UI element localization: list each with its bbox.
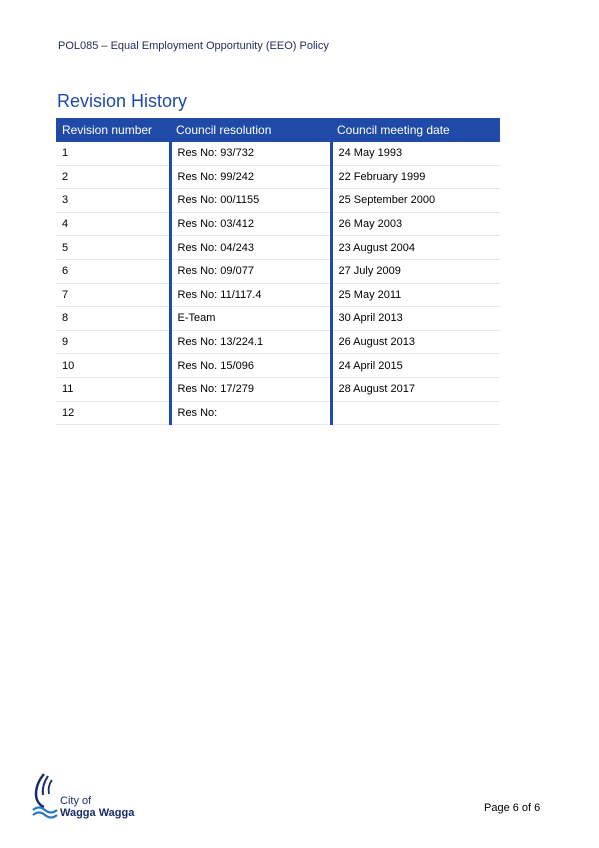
meeting-date-cell — [331, 401, 500, 425]
council-logo-icon — [30, 772, 60, 822]
section-title: Revision History — [57, 91, 188, 111]
council-resolution-cell: E-Team — [170, 307, 331, 331]
table-row — [56, 283, 500, 307]
meeting-date-cell: 30 April 2013 — [331, 307, 500, 331]
column-header-council-meeting-date: Council meeting date — [331, 118, 500, 142]
revision-history-table — [56, 118, 500, 425]
table-row — [56, 307, 500, 331]
column-header-revision-number: Revision number — [56, 118, 170, 142]
meeting-date-cell: 23 August 2004 — [331, 236, 500, 260]
revision-number-cell: 3 — [56, 189, 170, 213]
council-resolution-cell: Res No: 09/077 — [170, 259, 331, 283]
column-header-council-resolution: Council resolution — [170, 118, 331, 142]
table-row — [56, 377, 500, 401]
page-number: Page 6 of 6 — [484, 802, 541, 814]
meeting-date-cell: 26 August 2013 — [331, 330, 500, 354]
council-resolution-cell: Res No: 00/1155 — [170, 189, 331, 213]
revision-number-cell: 7 — [56, 283, 170, 307]
table-row — [56, 259, 500, 283]
meeting-date-cell: 26 May 2003 — [331, 212, 500, 236]
council-resolution-cell: Res No: 13/224.1 — [170, 330, 331, 354]
table-row — [56, 401, 500, 425]
meeting-date-cell: 25 September 2000 — [331, 189, 500, 213]
table-row — [56, 189, 500, 213]
meeting-date-cell: 22 February 1999 — [331, 165, 500, 189]
council-resolution-cell: Res No: — [170, 401, 331, 425]
meeting-date-cell: 25 May 2011 — [331, 283, 500, 307]
council-logo-text — [60, 795, 134, 819]
revision-number-cell: 11 — [56, 377, 170, 401]
council-resolution-cell: Res No: 04/243 — [170, 236, 331, 260]
table-row — [56, 354, 500, 378]
revision-number-cell: 1 — [56, 142, 170, 165]
meeting-date-cell: 24 May 1993 — [331, 142, 500, 165]
revision-number-cell: 12 — [56, 401, 170, 425]
council-resolution-cell: Res No: 03/412 — [170, 212, 331, 236]
council-resolution-cell: Res No: 11/117.4 — [170, 283, 331, 307]
revision-number-cell: 9 — [56, 330, 170, 354]
table-header-row — [56, 118, 500, 142]
revision-number-cell: 4 — [56, 212, 170, 236]
document-header: POL085 – Equal Employment Opportunity (EEO) Policy — [58, 40, 329, 52]
meeting-date-cell: 24 April 2015 — [331, 354, 500, 378]
revision-number-cell: 10 — [56, 354, 170, 378]
meeting-date-cell: 27 July 2009 — [331, 259, 500, 283]
table-row — [56, 165, 500, 189]
council-resolution-cell: Res No. 15/096 — [170, 354, 331, 378]
logo-line-city-of: City of — [60, 795, 92, 807]
table-row — [56, 142, 500, 165]
council-resolution-cell: Res No: 17/279 — [170, 377, 331, 401]
council-resolution-cell: Res No: 99/242 — [170, 165, 331, 189]
revision-number-cell: 6 — [56, 259, 170, 283]
revision-number-cell: 5 — [56, 236, 170, 260]
table-row — [56, 330, 500, 354]
revision-number-cell: 2 — [56, 165, 170, 189]
table-row — [56, 212, 500, 236]
revision-number-cell: 8 — [56, 307, 170, 331]
table-row — [56, 236, 500, 260]
logo-line-wagga-wagga: Wagga Wagga — [60, 807, 135, 819]
meeting-date-cell: 28 August 2017 — [331, 377, 500, 401]
council-resolution-cell: Res No: 93/732 — [170, 142, 331, 165]
